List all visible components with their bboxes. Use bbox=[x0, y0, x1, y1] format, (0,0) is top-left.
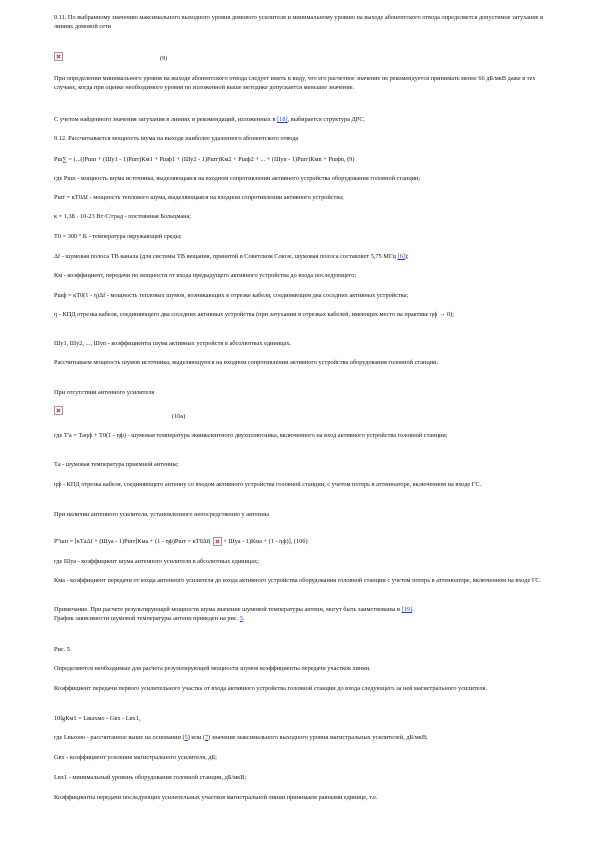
paragraph-note-graph bbox=[54, 614, 554, 623]
paragraph-psht: Pшт = кT0Δf - мощность теплового шума, выделяющаяся на входном сопротивлении активного устройства; bbox=[54, 194, 344, 201]
paragraph-delta-f bbox=[54, 252, 554, 261]
ref-link-19[interactable]: [19] bbox=[401, 606, 413, 613]
text: ); bbox=[404, 253, 409, 260]
paragraph-lvyh bbox=[54, 733, 554, 742]
formula-noise-power: Pш∑ = (...((Pшп + (Шу1 - 1)Pшт)Км1 + Pшф1 + (Шу2 - 1)Pшт)Км2 + Pшф2 + ... + (Шуn - 1)Pшт)Кмn + Pшфn, (9) bbox=[54, 156, 355, 163]
paragraph-source-noise: Рассчитываем мощность шумов источника, выделяющуюся на входном сопротивлении активного устройства оборудования головной станции. bbox=[54, 359, 439, 366]
text: . bbox=[412, 606, 414, 613]
text: . bbox=[243, 615, 245, 622]
text: ) или ( bbox=[187, 734, 205, 741]
broken-image-icon bbox=[54, 52, 63, 61]
paragraph-9-12: 9.12. Рассчитывается мощность шума на выходе наиболее удаленного абонентского отвода bbox=[54, 135, 299, 142]
text: ) значение максимального выходного уровня магистральных усилителей, дБ/мкВ; bbox=[208, 734, 428, 741]
paragraph-eta-f: ηф - КПД отрезка кабеля, соединяющего антенну со входом активного устройства головной станции, с учетом потерь в аттенюаторе, включенном на входе ГС. bbox=[54, 481, 482, 488]
paragraph-shu: Шу1, Шу2, ..., Шуn - коэффициенты шума активных устройств в абсолютных единицах. bbox=[54, 340, 292, 347]
text: С учетом найденного значения затухания в линиях и рекомендаций, изложенных в bbox=[54, 116, 276, 123]
formula-10b bbox=[54, 537, 554, 546]
paragraph-gvh: Gвх - коэффициент усиления магистрального усилителя, дБ; bbox=[54, 754, 217, 761]
paragraph-min-level: При определении минимального уровня на выходе абонентского отвода следует иметь в виду, что его расчетное значение не рекомендуется принимать менее 66 дБ/мкВ даже в тех случаях, когда при оценке необходимого уровня по изложенной выше методике допускается меньшее значение. bbox=[54, 75, 536, 91]
figure-caption-5: Рис. 5 bbox=[54, 646, 70, 653]
text: , выбирается структура ДРС. bbox=[287, 116, 366, 123]
paragraph-pshp: где Pшп - мощность шума источника, выделяющаяся на входном сопротивлении активного устройства оборудования головной станции; bbox=[54, 175, 421, 182]
paragraph-shua: где Шуа - коэффициент шума антенного усилителя в абсолютных единицах; bbox=[54, 558, 259, 565]
equation-number-10a: (10а) bbox=[172, 413, 186, 420]
formula-km1: 10lgКм1 = Lвыхмо - Gвх - Lвх1, bbox=[54, 715, 141, 722]
paragraph-ta: Tа - шумовая температура приемной антенны; bbox=[54, 461, 179, 468]
ref-link-6[interactable]: [6] bbox=[397, 253, 405, 260]
paragraph-subsequent: Коэффициенты передачи последующих усилительных участков магистральной линии принимаем равными единице, т.е. bbox=[54, 794, 378, 801]
paragraph-km: Км - коэффициент, передачи по мощности от входа предыдущего активного устройства до входа последующего; bbox=[54, 272, 357, 279]
paragraph-drs-structure bbox=[54, 115, 554, 124]
paragraph-t0: T0 = 300 ° К - температура окружающей среды; bbox=[54, 233, 182, 240]
paragraph-eta: η - КПД отрезка кабеля, соединяющего два соседних активных устройства (при затухании в отрезках кабелей, имеющих место на практике ηф → 0); bbox=[54, 311, 454, 318]
paragraph-boltzmann: к = 1,38 · 10-23 Вт·С/град - постоянная Больцмана; bbox=[54, 213, 192, 220]
paragraph-pshf: Pшф = кT0(1 - η)Δf - мощность тепловых шумов, возникающих в отрезке кабеля, соединяющем два соседних активных устройства; bbox=[54, 292, 409, 299]
ref-link-eq-5[interactable]: 5 bbox=[184, 734, 188, 741]
paragraph-coefficients: Определяются необходимые для расчета результирующей мощности шумов коэффициенты передачи участков линии. bbox=[54, 665, 371, 672]
paragraph-9-11: 9.11. По выбранному значению максимального выходного уровня домового усилителя и минимальному уровню на выходе абонентского отвода определяется допустимое затухание в линиях домовой сети bbox=[54, 14, 544, 30]
ref-link-18[interactable]: [18] bbox=[277, 116, 288, 123]
broken-image-icon bbox=[54, 406, 63, 415]
paragraph-with-amplifier: При наличии антенного усилителя, установленного непосредственно у антенны bbox=[54, 511, 269, 518]
equation-number-9: (9) bbox=[160, 55, 168, 62]
paragraph-no-amplifier: При отсутствии антенного усилителя bbox=[54, 389, 155, 396]
text: + Шуа - 1)Кма + (1 - ηф)], (10б) bbox=[223, 538, 308, 545]
text: где Lвыхмо - рассчитанное выше на основании ( bbox=[54, 734, 185, 741]
paragraph-kma: Кма - коэффициент передачи от входа антенного усилителя до входа активного устройства оборудования головной станции с учетом потерь в аттенюаторе, включенном на входе ГС. bbox=[54, 577, 542, 584]
text: Примечание. При расчете результирующей мощности шума значение шумовой температуры антенн, могут быть заимствованы в bbox=[54, 606, 400, 613]
paragraph-lvh1: Lвх1 - минимальный уровень оборудования головной станции, дБ/мкВ; bbox=[54, 774, 247, 781]
paragraph-first-section: Коэффициент передачи первого усилительного участка от входа активного устройства головной станции до входа следующего за ней магистрального усилителя. bbox=[54, 685, 488, 692]
ref-link-eq-7[interactable]: 7 bbox=[204, 734, 209, 741]
ref-link-fig-5[interactable]: 5 bbox=[239, 615, 244, 622]
broken-image-icon bbox=[213, 537, 222, 546]
paragraph-note bbox=[54, 605, 554, 614]
text: P''шп = [кTаΔf + (Шуа - 1)Pшт]Кма + (1 - ηф)Pшт = кT0Δf( bbox=[54, 538, 212, 545]
text: Δf - шумовая полоса ТВ канала (для системы ТВ вещания, принятой в Советском Союзе, шумовая полоса составляет 5,75 МГц bbox=[54, 253, 396, 260]
text: График зависимости шумовой температуры антенн приведен на рис. bbox=[54, 615, 239, 622]
paragraph-t-a-prime: где T'а = Tаηф + T0(1 - ηф) - шумовая температура эквивалентного двухполюсника, включенного на вход активного устройства головной станции; bbox=[54, 432, 448, 439]
